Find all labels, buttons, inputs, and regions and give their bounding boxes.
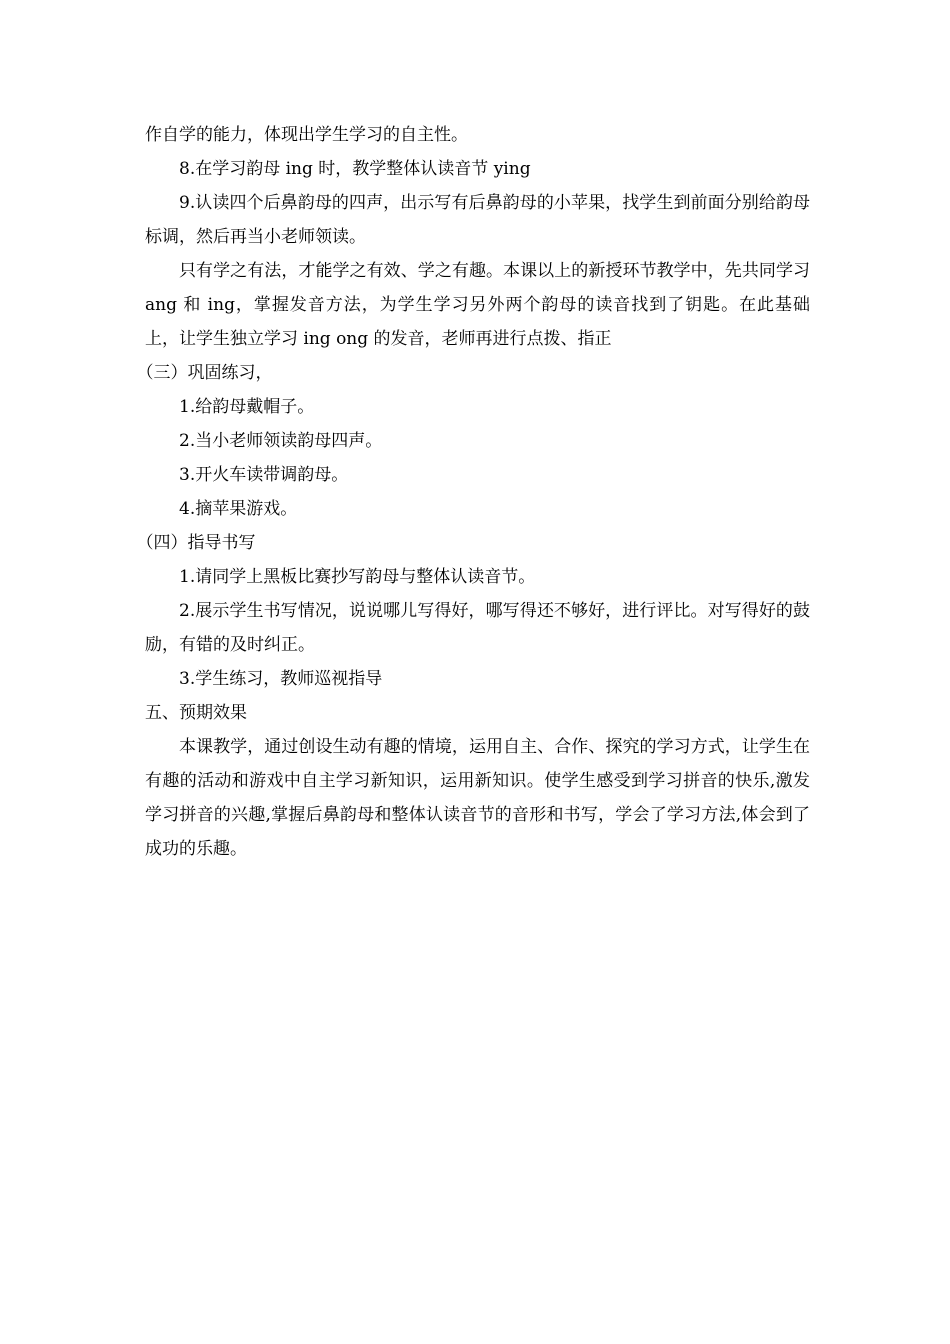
writing-item-2: 2.展示学生书写情况，说说哪儿写得好，哪写得还不够好，进行评比。对写得好的鼓励，有错的及时纠正。 <box>145 601 810 655</box>
practice-item-2: 2.当小老师领读韵母四声。 <box>179 431 383 451</box>
step-9-paragraph: 9.认读四个后鼻韵母的四声，出示写有后鼻韵母的小苹果，找学生到前面分别给韵母标调，然后再当小老师领读。 <box>145 193 810 247</box>
section-heading-expected-effect: 五、预期效果 <box>145 703 247 723</box>
method-summary-paragraph: 只有学之有法，才能学之有效、学之有趣。本课以上的新授环节教学中，先共同学习 ang 和 ing，掌握发音方法，为学生学习另外两个韵母的读音找到了钥匙。在此基础上，让学生独立学习 ing ong 的发音，老师再进行点拨、指正 <box>145 261 810 349</box>
document-body <box>136 118 810 866</box>
expected-effect-paragraph: 本课教学，通过创设生动有趣的情境，运用自主、合作、探究的学习方式，让学生在有趣的活动和游戏中自主学习新知识，运用新知识。使学生感受到学习拼音的快乐,激发学习拼音的兴趣,掌握后鼻韵母和整体认读音节的音形和书写，学会了学习方法,体会到了成功的乐趣。 <box>145 737 810 859</box>
practice-item-1: 1.给韵母戴帽子。 <box>179 397 315 417</box>
practice-item-4: 4.摘苹果游戏。 <box>179 499 298 519</box>
section-heading-consolidation: （三）巩固练习， <box>136 363 273 383</box>
writing-item-1: 1.请同学上黑板比赛抄写韵母与整体认读音节。 <box>179 567 536 587</box>
practice-item-3: 3.开火车读带调韵母。 <box>179 465 349 485</box>
section-heading-writing: （四）指导书写 <box>136 533 256 553</box>
paragraph-continuation: 作自学的能力，体现出学生学习的自主性。 <box>145 125 468 145</box>
writing-item-3: 3.学生练习，教师巡视指导 <box>179 669 383 689</box>
step-8-paragraph: 8.在学习韵母 ing 时，教学整体认读音节 ying <box>179 159 531 179</box>
